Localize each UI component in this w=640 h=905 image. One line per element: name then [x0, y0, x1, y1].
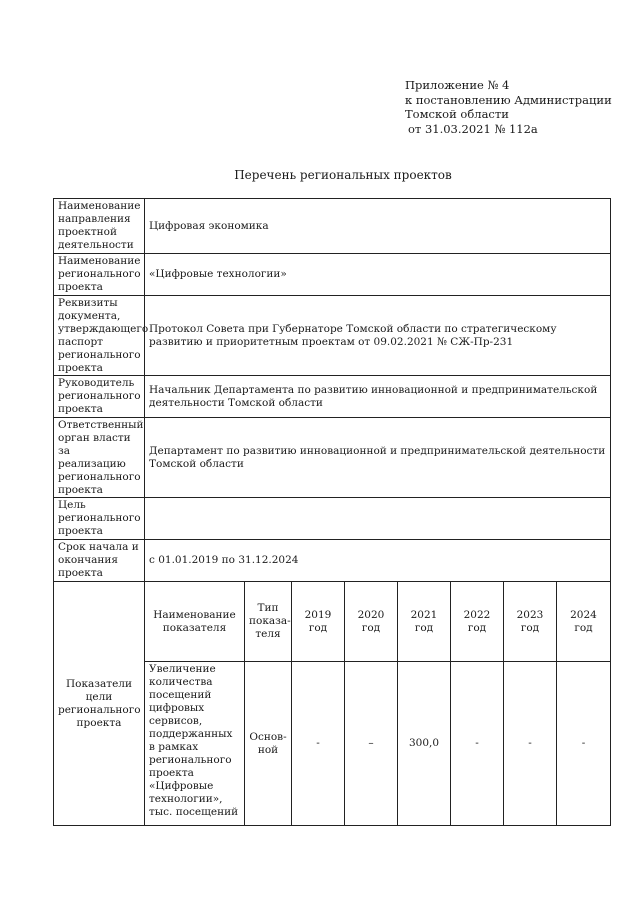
- row-value: Цифровая экономика: [145, 199, 611, 254]
- row-label: Цель регионального проекта: [54, 498, 145, 540]
- appendix-line-1: Приложение № 4: [405, 78, 510, 92]
- row-value: Начальник Департамента по развитию инновационной и предпринимательской деятельности Томской области: [145, 376, 611, 418]
- indicator-value: –: [345, 662, 398, 826]
- row-label: Срок начала и окончания проекта: [54, 540, 145, 582]
- row-project-name: [54, 254, 611, 296]
- projects-table: [53, 198, 611, 826]
- document-title: Перечень региональных проектов: [234, 168, 452, 182]
- indicator-type: Основ-ной: [245, 662, 292, 826]
- row-label: Наименование направления проектной деятельности: [54, 199, 145, 254]
- row-requisites: [54, 296, 611, 376]
- indicator-type-header: Тип показа-теля: [245, 582, 292, 662]
- row-value: «Цифровые технологии»: [145, 254, 611, 296]
- appendix-line-2: к постановлению Администрации: [405, 92, 612, 107]
- row-value: Протокол Совета при Губернаторе Томской области по стратегическому развитию и приоритетным проектам от 09.02.2021 № СЖ-Пр-231: [145, 296, 611, 376]
- indicator-value: -: [557, 662, 611, 826]
- indicator-value: 300,0: [398, 662, 451, 826]
- row-label: Наименование регионального проекта: [54, 254, 145, 296]
- indicator-name-header: Наименование показателя: [145, 582, 245, 662]
- year-header: 2019 год: [292, 582, 345, 662]
- indicator-name: Увеличение количества посещений цифровых сервисов, поддержанных в рамках регионального проекта «Цифровые технологии», тыс. посещений: [145, 662, 245, 826]
- appendix-line-3: Томской области: [405, 107, 509, 121]
- row-label: Руководитель регионального проекта: [54, 376, 145, 418]
- year-header: 2024 год: [557, 582, 611, 662]
- indicator-value: -: [504, 662, 557, 826]
- indicator-value: -: [451, 662, 504, 826]
- year-header: 2021 год: [398, 582, 451, 662]
- appendix-line-4: от 31.03.2021 № 112а: [408, 121, 538, 136]
- row-value: с 01.01.2019 по 31.12.2024: [145, 540, 611, 582]
- row-responsible: [54, 418, 611, 498]
- row-value: Департамент по развитию инновационной и предпринимательской деятельности Томской области: [145, 418, 611, 498]
- appendix-header: [405, 78, 612, 136]
- indicator-value: -: [292, 662, 345, 826]
- indicators-section-label: Показатели цели регионального проекта: [54, 582, 145, 826]
- row-period: [54, 540, 611, 582]
- year-header: 2022 год: [451, 582, 504, 662]
- row-label: Ответственный орган власти за реализацию регионального проекта: [54, 418, 145, 498]
- row-head: [54, 376, 611, 418]
- year-header: 2020 год: [345, 582, 398, 662]
- row-goal: [54, 498, 611, 540]
- row-value: [145, 498, 611, 540]
- row-label: Реквизиты документа, утверждающего паспорт регионального проекта: [54, 296, 145, 376]
- row-direction: [54, 199, 611, 254]
- year-header: 2023 год: [504, 582, 557, 662]
- indicators-header-row: [54, 582, 611, 662]
